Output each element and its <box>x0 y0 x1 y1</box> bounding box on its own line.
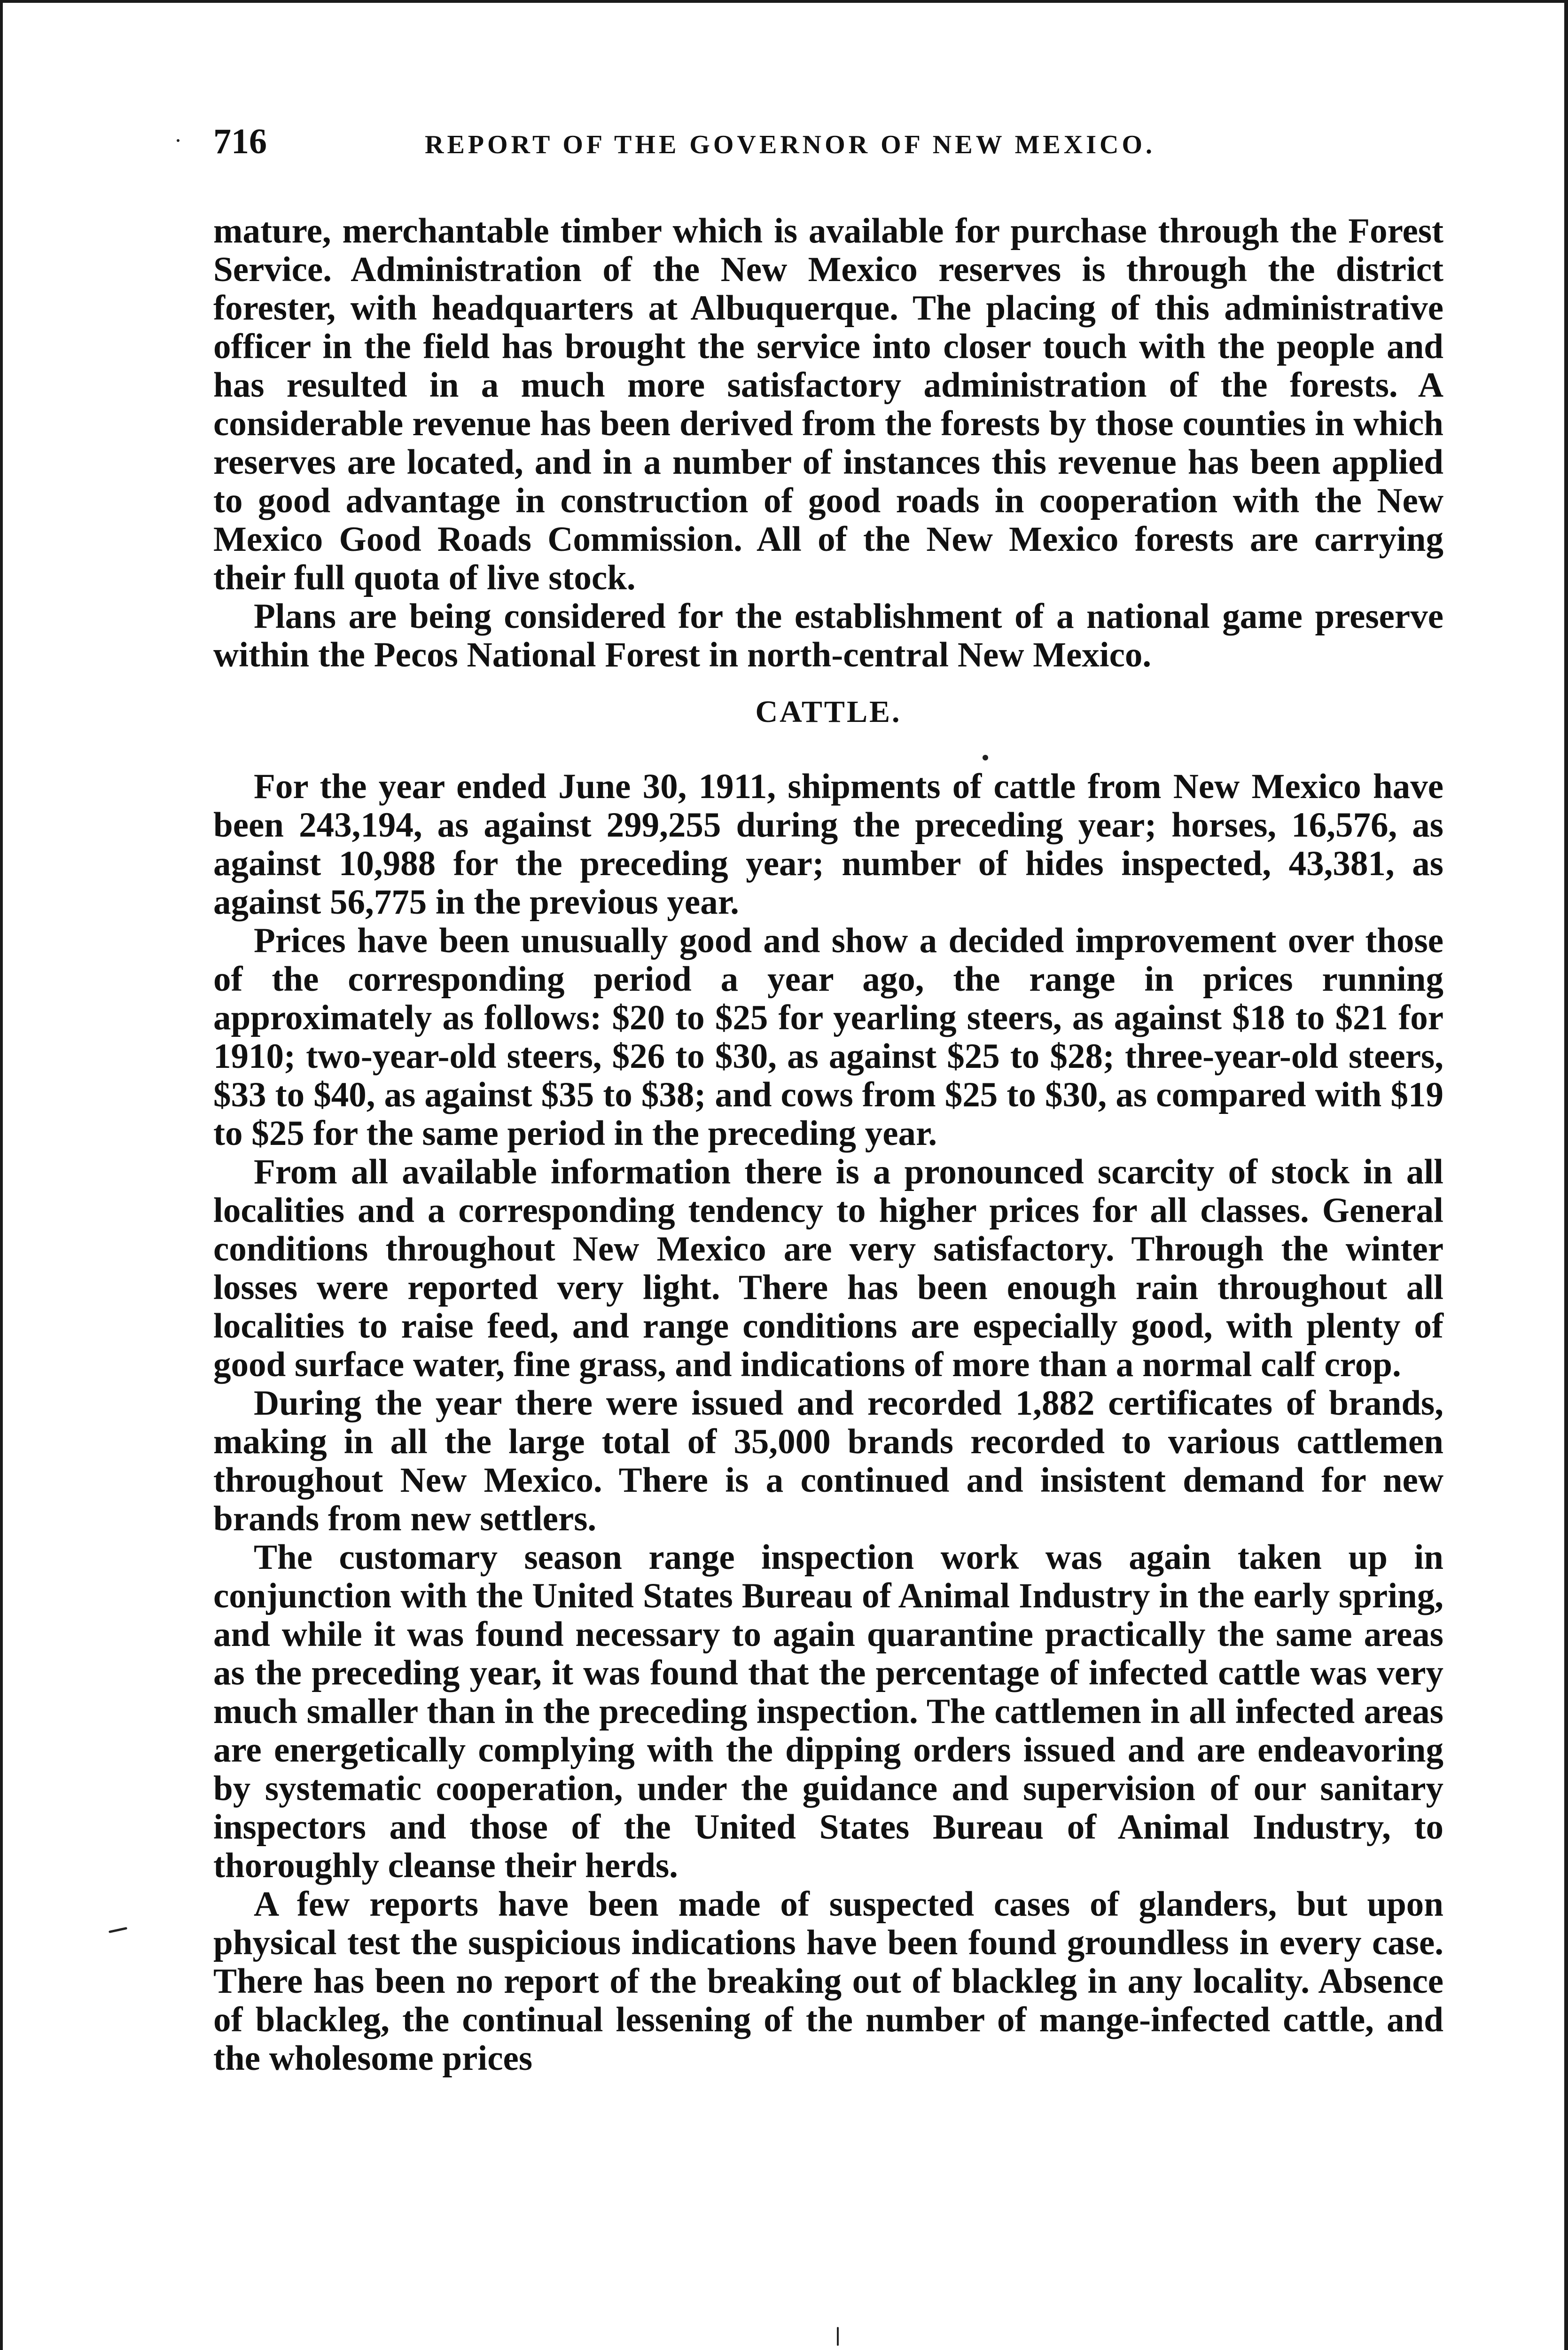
scan-mark <box>837 2327 839 2346</box>
paragraph-conditions: From all available information there is a pronounced scarcity of stock in all localities and a corresponding tendency to higher prices for all classes. General conditions throughout New Mexico are very satisfactory. Through the winter losses were reported very light. There has been enough rain throughout all localities to raise feed, and range conditions are especially good, with plenty of good surface water, fine grass, and indications of more than a normal calf crop. <box>213 1152 1443 1384</box>
running-head <box>213 123 1444 160</box>
scan-speck <box>983 755 988 760</box>
paragraph-forest-continued: mature, merchantable timber which is available for purchase through the Forest Service. Administration of the New Mexico reserves is through the district forester, with headquarters at Albuquerque. The placing of this administrative officer in the field has brought the service into closer touch with the people and has resulted in a much more satisfactory administration of the forests. A considerable revenue has been derived from the forests by those counties in which reserves are located, and in a number of instances this revenue has been applied to good advantage in construction of good roads in cooperation with the New Mexico Good Roads Commission. All of the New Mexico forests are carrying their full quota of live stock. <box>213 212 1443 597</box>
running-head-title: REPORT OF THE GOVERNOR OF NEW MEXICO. <box>425 130 1156 159</box>
paragraph-shipments: For the year ended June 30, 1911, shipments of cattle from New Mexico have been 243,194, as against 299,255 during the preceding year; horses, 16,576, as against 10,988 for the preceding year; number of hides inspected, 43,381, as against 56,775 in the previous year. <box>213 767 1443 922</box>
paragraph-inspection: The customary season range inspection work was again taken up in conjunction with the United States Bureau of Animal Industry in the early spring, and while it was found necessary to again quarantine practically the same areas as the preceding year, it was found that the percentage of infected cattle was very much smaller than in the preceding inspection. The cattlemen in all infected areas are energetically complying with the dipping orders issued and are endeavoring by systematic cooperation, under the guidance and supervision of our sanitary inspectors and those of the United States Bureau of Animal Industry, to thoroughly cleanse their herds. <box>213 1538 1443 1885</box>
paragraph-prices: Prices have been unusually good and show a decided improvement over those of the corresponding period a year ago, the range in prices running approximately as follows: $20 to $25 for yearling steers, as against $18 to $21 for 1910; two-year-old steers, $26 to $30, as against $25 to $28; three-year-old steers, $33 to $40, as against $35 to $38; and cows from $25 to $30, as compared with $19 to $25 for the same period in the preceding year. <box>213 921 1443 1153</box>
body-text <box>213 212 1443 2078</box>
scan-mark <box>109 1927 127 1933</box>
section-heading-cattle: CATTLE. <box>755 695 902 729</box>
scan-speck <box>177 139 179 142</box>
page-number: 716 <box>213 122 267 161</box>
paragraph-game-preserve: Plans are being considered for the establishment of a national game preserve within the Pecos National Forest in north-central New Mexico. <box>213 597 1443 674</box>
paragraph-glanders: A few reports have been made of suspected cases of glanders, but upon physical test the suspicious indications have been found groundless in every case. There has been no report of the breaking out of blackleg in any locality. Absence of blackleg, the continual lessening of the number of mange-infected cattle, and the wholesome prices <box>213 1885 1443 2078</box>
paragraph-brands: During the year there were issued and recorded 1,882 certificates of brands, making in all the large total of 35,000 brands recorded to various cattlemen throughout New Mexico. There is a continued and insistent demand for new brands from new settlers. <box>213 1384 1443 1538</box>
